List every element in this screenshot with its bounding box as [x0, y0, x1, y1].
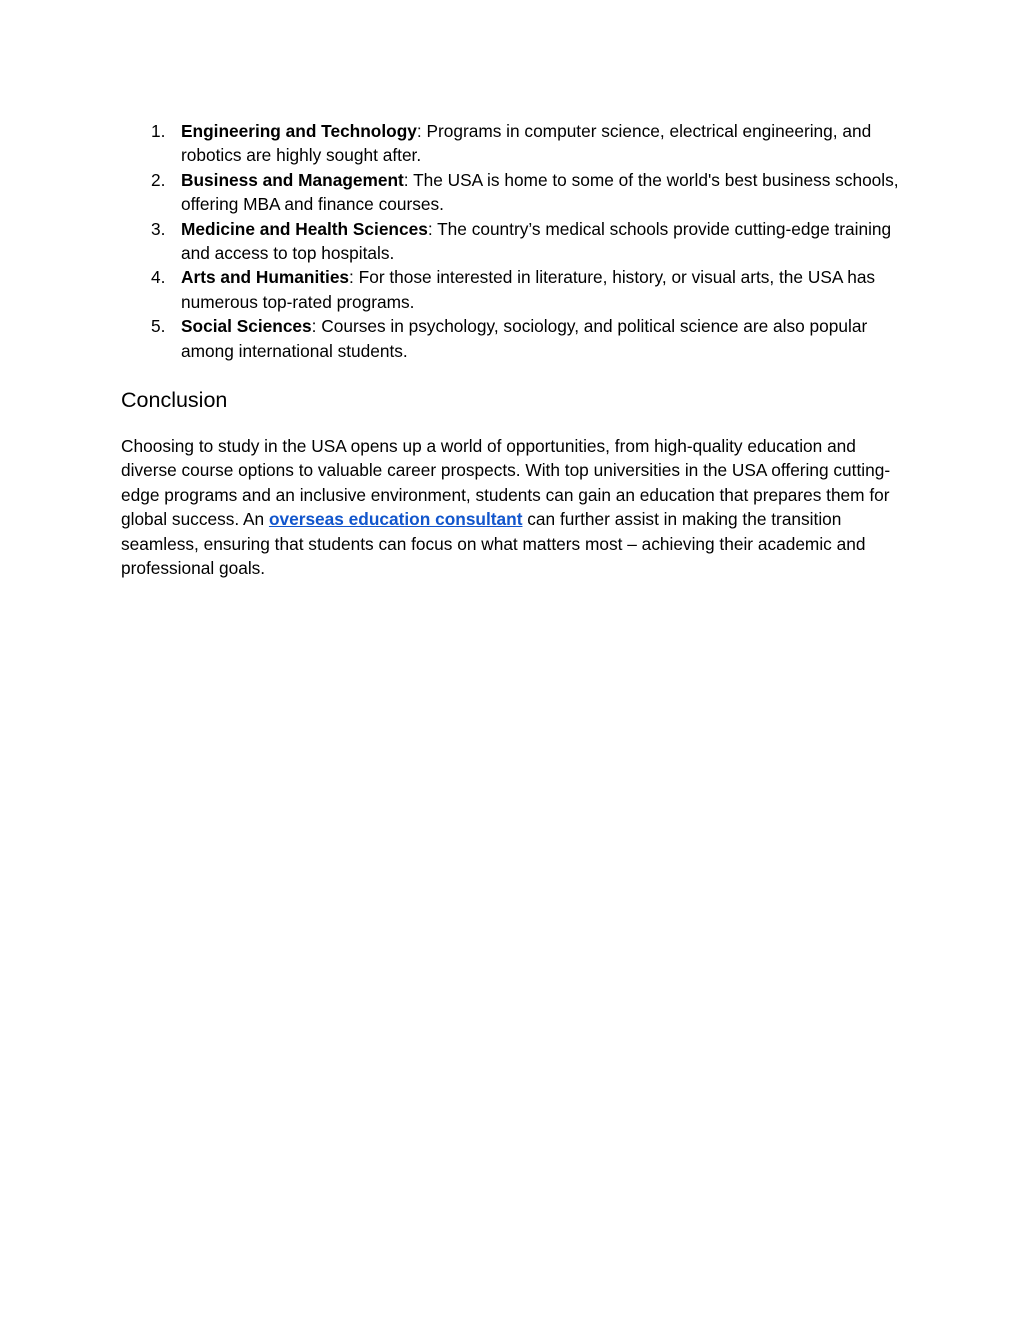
list-term: Business and Management [181, 169, 404, 190]
list-term: Social Sciences [181, 316, 312, 337]
conclusion-paragraph [121, 434, 911, 580]
list-text: : Programs in computer science, electrical engineering, and robotics are highly sought after. [181, 121, 872, 166]
list-term: Medicine and Health Sciences [181, 218, 428, 239]
list-item [121, 265, 911, 314]
list-term: Engineering and Technology [181, 121, 417, 141]
list-number: 3. [151, 218, 166, 239]
course-list [121, 119, 911, 363]
list-item [121, 314, 911, 363]
overseas-education-consultant-link[interactable]: overseas education consultant [268, 509, 523, 530]
list-number: 2. [151, 169, 166, 190]
list-number: 5. [151, 316, 166, 337]
list-text: : The USA is home to some of the world's best business schools, offering MBA and finance courses. [181, 169, 899, 215]
list-item [121, 119, 911, 168]
list-term: Arts and Humanities [181, 267, 350, 288]
conclusion-text-after-link: can further assist in making the transition seamless, ensuring that students can focus on what matters most – achieving their academic and professional goals. [121, 509, 866, 579]
list-text: : Courses in psychology, sociology, and political science are also popular among international students. [181, 316, 868, 361]
conclusion-text-before-link: Choosing to study in the USA opens up a world of opportunities, from high-quality education and diverse course options to valuable career prospects. With top universities in the USA offering cutting-edge programs and an inclusive environment, students can gain an education that prepares them for global success. An [121, 436, 891, 530]
list-number: 4. [151, 267, 166, 288]
list-item [121, 217, 911, 266]
list-text: : For those interested in literature, history, or visual arts, the USA has numerous top-rated programs. [181, 267, 876, 312]
list-text: : The country’s medical schools provide cutting-edge training and access to top hospitals. [181, 218, 892, 264]
list-number: 1. [151, 121, 166, 141]
list-item [121, 168, 911, 217]
conclusion-heading: Conclusion [121, 388, 228, 412]
